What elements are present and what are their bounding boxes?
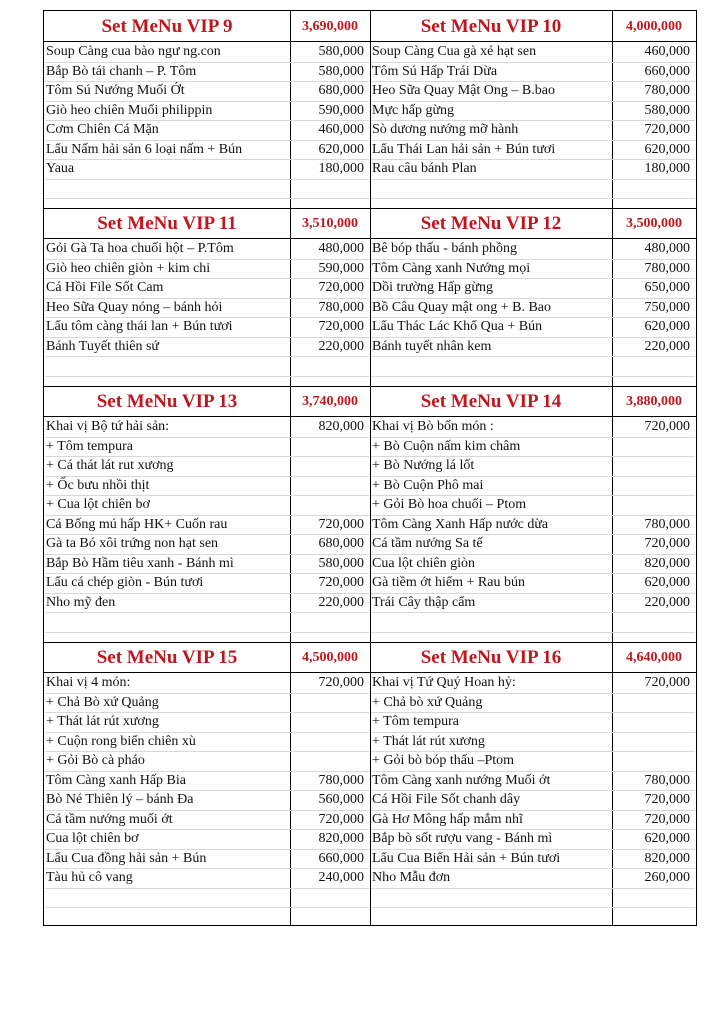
menu-title: Set MeNu VIP 10 xyxy=(420,16,562,37)
menu-item-name: Cá Hồi File Sốt chanh dây xyxy=(372,792,521,807)
menu-item-name: Khai vị Tứ Quý Hoan hỷ: xyxy=(372,675,516,690)
row-line xyxy=(371,356,695,357)
row-line xyxy=(371,907,695,908)
row-line xyxy=(371,198,695,199)
row-line xyxy=(45,907,369,908)
menu-item-name: + Cá thát lát rut xương xyxy=(46,458,174,473)
menu-item-price: 720,000 xyxy=(644,811,690,827)
menu-item-name: Lẩu Thác Lác Khổ Qua + Bún xyxy=(372,319,543,334)
menu-item-name: Bồ Câu Quay mật ong + B. Bao xyxy=(372,299,551,315)
menu-item-price: 720,000 xyxy=(318,319,364,334)
menu-item-name: Cua lột chiên bơ xyxy=(46,831,139,846)
section-divider xyxy=(44,208,696,209)
section-divider xyxy=(44,642,696,643)
menu-item-price: 780,000 xyxy=(644,83,690,98)
menu-title: Set MeNu VIP 16 xyxy=(420,647,562,668)
menu-item-name: Giò heo chiên giòn + kim chi xyxy=(46,260,211,276)
menu-item-name: Bánh tuyết nhân kem xyxy=(372,338,492,354)
menu-item-name: Bắp Bò tái chanh – P. Tôm xyxy=(46,63,197,79)
menu-item-price: 720,000 xyxy=(318,675,364,690)
menu-item-price: 220,000 xyxy=(318,594,364,610)
menu-price: 3,690,000 xyxy=(302,19,358,34)
menu-item-price: 720,000 xyxy=(644,792,690,807)
menu-item-name: Khai vị Bộ tứ hải sản: xyxy=(46,419,170,434)
menu-item-name: Tôm Sú Nướng Muối Ớt xyxy=(46,83,185,98)
menu-item-price: 780,000 xyxy=(644,260,690,276)
menu-title: Set MeNu VIP 12 xyxy=(420,213,562,234)
row-line xyxy=(371,376,695,377)
menu-item-price: 580,000 xyxy=(318,555,364,571)
row-line xyxy=(371,612,695,613)
menu-item-price: 620,000 xyxy=(644,831,690,846)
menu-item-price: 780,000 xyxy=(318,299,364,315)
menu-item-name: Gà tiềm ớt hiểm + Rau bún xyxy=(372,575,525,590)
menu-item-price: 480,000 xyxy=(644,241,690,256)
menu-item-name: Soup Càng Cua gà xé hạt sen xyxy=(372,44,537,59)
menu-item-name: Bắp Bò Hầm tiêu xanh - Bánh mì xyxy=(46,555,234,571)
menu-item-price: 720,000 xyxy=(644,122,690,137)
menu-item-name: Bắp bò sốt rượu vang - Bánh mì xyxy=(372,831,553,846)
menu-item-price: 720,000 xyxy=(644,536,690,551)
column-divider xyxy=(370,11,371,925)
menu-item-name: Dồi trường Hấp gừng xyxy=(372,280,493,295)
menu-item-price: 560,000 xyxy=(318,792,364,807)
menu-item-name: Giò heo chiên Muối philippin xyxy=(46,102,213,118)
menu-item-name: Lẩu cá chép giòn - Bún tươi xyxy=(46,575,204,590)
menu-item-name: + Tôm tempura xyxy=(372,714,459,729)
menu-item-name: + Gỏi bò bóp thấu –Ptom xyxy=(372,753,515,768)
menu-item-name: Tàu hủ cô vang xyxy=(46,870,133,885)
menu-item-name: + Bò Nướng lá lốt xyxy=(372,458,475,473)
menu-item-price: 820,000 xyxy=(644,555,690,571)
row-line xyxy=(45,179,369,180)
menu-item-price: 720,000 xyxy=(318,575,364,590)
menu-item-name: + Tôm tempura xyxy=(46,438,133,454)
menu-item-price: 460,000 xyxy=(644,44,690,59)
menu-item-price: 780,000 xyxy=(644,516,690,532)
menu-item-name: Soup Càng cua bào ngư ng.con xyxy=(46,44,221,59)
menu-item-name: + Chả bò xứ Quảng xyxy=(372,694,483,710)
menu-item-price: 580,000 xyxy=(318,63,364,79)
row-line xyxy=(371,179,695,180)
menu-item-price: 590,000 xyxy=(318,260,364,276)
menu-item-name: Bò Né Thiên lý – bánh Đa xyxy=(46,792,194,807)
menu-item-name: + Gỏi Bò cà pháo xyxy=(46,753,145,768)
menu-item-name: Heo Sữa Quay nóng – bánh hỏi xyxy=(46,299,223,315)
section-divider xyxy=(44,386,696,387)
menu-price: 3,740,000 xyxy=(302,394,358,409)
menu-item-price: 580,000 xyxy=(318,44,364,59)
menu-item-price: 720,000 xyxy=(644,675,690,690)
menu-title: Set MeNu VIP 14 xyxy=(420,391,562,412)
menu-item-name: Lẩu Cua Biển Hải sản + Bún tươi xyxy=(372,850,561,866)
row-line xyxy=(371,632,695,633)
menu-item-name: Gà ta Bó xôi trứng non hạt sen xyxy=(46,536,219,551)
menu-grid xyxy=(43,10,697,926)
menu-item-price: 620,000 xyxy=(644,141,690,157)
row-line xyxy=(45,356,369,357)
menu-item-price: 660,000 xyxy=(318,850,364,866)
menu-item-name: Nho Mẫu đơn xyxy=(372,870,451,885)
header-divider xyxy=(44,672,696,673)
menu-item-name: Tôm Càng xanh nướng Muối ớt xyxy=(372,772,551,788)
menu-price: 4,500,000 xyxy=(302,650,358,665)
menu-item-name: Mực hấp gừng xyxy=(372,102,455,118)
menu-price: 3,880,000 xyxy=(626,394,682,409)
menu-item-price: 180,000 xyxy=(644,161,690,176)
menu-item-price: 480,000 xyxy=(318,241,364,256)
menu-item-name: Cá tầm nướng muối ớt xyxy=(46,811,173,827)
menu-item-name: + Bò Cuộn nấm kim châm xyxy=(372,438,521,454)
menu-item-name: Bánh Tuyết thiên sứ xyxy=(46,338,159,354)
menu-item-price: 720,000 xyxy=(318,516,364,532)
menu-item-price: 720,000 xyxy=(318,811,364,827)
menu-item-price: 620,000 xyxy=(644,575,690,590)
menu-item-name: + Ốc bưu nhồi thịt xyxy=(46,477,150,493)
menu-item-name: Khai vị Bò bốn món : xyxy=(372,419,494,434)
row-line xyxy=(45,612,369,613)
menu-item-price: 620,000 xyxy=(318,141,364,157)
menu-item-name: Lẩu Nấm hải sản 6 loại nấm + Bún xyxy=(46,141,243,157)
row-line xyxy=(45,632,369,633)
menu-item-price: 680,000 xyxy=(318,536,364,551)
row-line xyxy=(45,376,369,377)
row-line xyxy=(45,198,369,199)
menu-item-name: Cá Bống mú hấp HK+ Cuốn rau xyxy=(46,516,228,532)
menu-item-name: + Cuộn rong biển chiên xù xyxy=(46,733,196,749)
menu-item-price: 260,000 xyxy=(644,870,690,885)
menu-item-name: Tôm Càng xanh Hấp Bia xyxy=(46,772,186,788)
menu-item-price: 720,000 xyxy=(318,280,364,295)
menu-item-name: Tôm Càng Xanh Hấp nước dừa xyxy=(372,516,549,532)
menu-title: Set MeNu VIP 11 xyxy=(97,213,237,234)
row-line xyxy=(371,888,695,889)
menu-item-price: 240,000 xyxy=(318,870,364,885)
menu-item-name: Cá tầm nướng Sa tế xyxy=(372,536,483,551)
menu-item-price: 220,000 xyxy=(644,338,690,354)
menu-item-price: 620,000 xyxy=(644,319,690,334)
menu-item-name: Heo Sữa Quay Mật Ong – B.bao xyxy=(372,83,555,98)
menu-item-price: 820,000 xyxy=(318,831,364,846)
menu-item-name: Lẩu tôm càng thái lan + Bún tươi xyxy=(46,319,233,334)
menu-item-name: Tôm Sú Hấp Trái Dừa xyxy=(372,63,498,79)
menu-item-name: Cơm Chiên Cá Mặn xyxy=(46,122,159,137)
menu-item-price: 220,000 xyxy=(644,594,690,610)
menu-item-name: Cua lột chiên giòn xyxy=(372,555,476,571)
menu-item-price: 580,000 xyxy=(644,102,690,118)
menu-item-name: Lẩu Thái Lan hải sản + Bún tươi xyxy=(372,141,556,157)
menu-item-name: Lẩu Cua đồng hải sản + Bún xyxy=(46,850,207,866)
menu-item-name: Sò dương nướng mỡ hành xyxy=(372,122,519,137)
menu-title: Set MeNu VIP 13 xyxy=(96,391,238,412)
menu-item-name: Gà Hơ Mông hấp mắm nhĩ xyxy=(372,811,523,827)
menu-item-name: + Chả Bò xứ Quảng xyxy=(46,694,159,710)
menu-item-name: Rau câu bánh Plan xyxy=(372,161,477,176)
menu-item-name: Tôm Càng xanh Nướng mọi xyxy=(372,260,531,276)
menu-item-name: Gỏi Gà Ta hoa chuối hột – P.Tôm xyxy=(46,241,234,256)
menu-item-price: 780,000 xyxy=(318,772,364,788)
menu-title: Set MeNu VIP 9 xyxy=(101,16,233,37)
menu-item-name: + Thát lát rút xương xyxy=(372,733,485,749)
menu-item-name: + Bò Cuộn Phô mai xyxy=(372,477,484,493)
menu-item-price: 820,000 xyxy=(644,850,690,866)
menu-item-price: 660,000 xyxy=(644,63,690,79)
menu-price: 3,500,000 xyxy=(626,216,682,231)
menu-item-name: Nho mỹ đen xyxy=(46,594,116,610)
menu-item-price: 650,000 xyxy=(644,280,690,295)
menu-title: Set MeNu VIP 15 xyxy=(96,647,238,668)
menu-item-price: 750,000 xyxy=(644,299,690,315)
menu-item-price: 720,000 xyxy=(644,419,690,434)
menu-item-price: 180,000 xyxy=(318,161,364,176)
menu-item-name: Yaua xyxy=(46,161,75,176)
menu-item-price: 820,000 xyxy=(318,419,364,434)
menu-item-name: Cá Hồi File Sốt Cam xyxy=(46,280,164,295)
menu-item-name: Trái Cây thập cẩm xyxy=(372,594,476,610)
menu-price: 4,640,000 xyxy=(626,650,682,665)
menu-item-price: 680,000 xyxy=(318,83,364,98)
menu-item-name: + Thát lát rút xương xyxy=(46,714,159,729)
menu-item-price: 460,000 xyxy=(318,122,364,137)
menu-item-name: Khai vị 4 món: xyxy=(46,675,131,690)
menu-item-price: 220,000 xyxy=(318,338,364,354)
menu-price: 4,000,000 xyxy=(626,19,682,34)
menu-item-name: Bê bóp thấu - bánh phồng xyxy=(372,241,518,256)
menu-item-name: + Gỏi Bò hoa chuối – Ptom xyxy=(372,497,527,512)
menu-item-price: 590,000 xyxy=(318,102,364,118)
menu-item-name: + Cua lột chiên bơ xyxy=(46,497,150,512)
row-line xyxy=(45,888,369,889)
menu-price: 3,510,000 xyxy=(302,216,358,231)
menu-item-price: 780,000 xyxy=(644,772,690,788)
